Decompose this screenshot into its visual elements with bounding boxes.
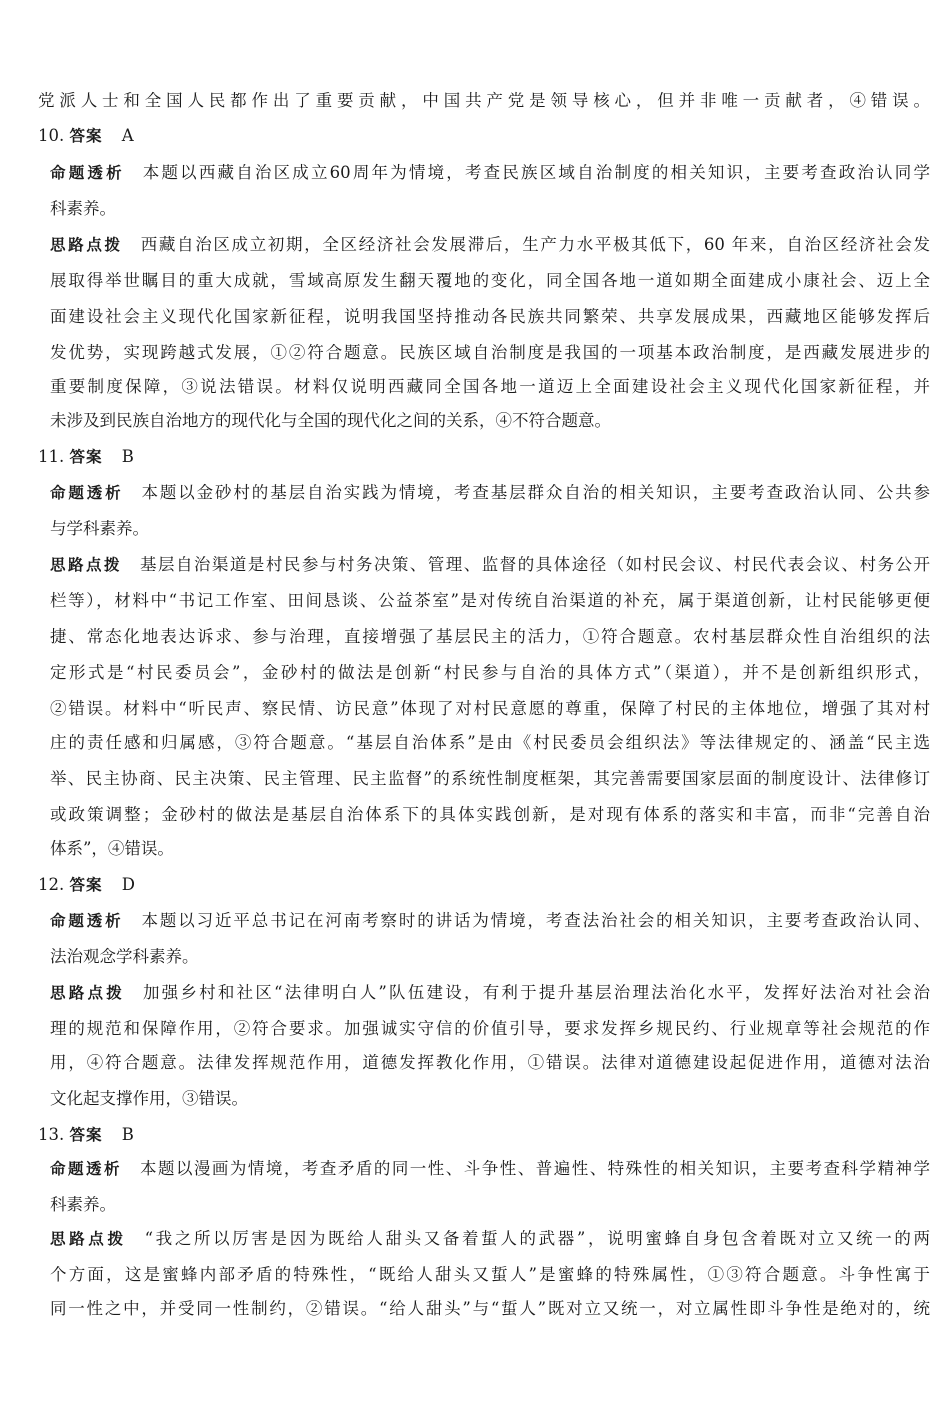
q10-analysis-text-1: 西藏自治区成立初期，全区经济社会发展滞后，生产力水平极其低下，60 年来，自治区经济社会发 [140,235,930,254]
q10-intro-text-1: 本题以西藏自治区成立60周年为情境，考查民族区域自治制度的相关知识，主要考查政治认同学 [142,163,930,182]
q13-answer-label: 答案 [69,1126,103,1144]
q11-intro-label: 命题透析 [50,484,124,502]
q11-analysis-label: 思路点拨 [50,556,122,574]
q12-analysis-label: 思路点拨 [50,984,125,1002]
q10-answer-label: 答案 [69,127,103,145]
q12-answer-value: D [121,875,135,894]
q11-analysis-line-5: ②错误。材料中“听民声、察民情、访民意”体现了对村民意愿的尊重，保障了村民的主体地位，增强了其对村 [50,699,930,718]
q10-intro-label: 命题透析 [50,164,125,182]
q10-intro-line-2: 科素养。 [50,199,116,218]
q12-analysis-line-4: 文化起支撑作用，③错误。 [50,1089,248,1108]
q11-analysis-line-3: 捷、常态化地表达诉求、参与治理，直接增强了基层民主的活力，①符合题意。农村基层群众性自治组织的法 [50,627,930,646]
q12-number: 12. [38,875,65,894]
q12-intro-line-2: 法治观念学科素养。 [50,947,199,966]
q10-intro-line-1 [50,156,930,190]
q11-analysis-line-8: 或政策调整；金砂村的做法是基层自治体系下的具体实践创新，是对现有体系的落实和丰富，而非“完善自治 [50,805,930,824]
q11-analysis-line-9: 体系”，④错误。 [50,839,174,858]
q12-intro-text-1: 本题以习近平总书记在河南考察时的讲话为情境，考查法治社会的相关知识，主要考查政治认同、 [141,911,930,930]
q11-analysis-line-2: 栏等），材料中“书记工作室、田间恳谈、公益茶室”是对传统自治渠道的补充，属于渠道创新，让村民能够更便 [50,591,930,610]
q11-answer-label: 答案 [69,448,103,466]
q10-answer-value: A [121,126,134,145]
q13-analysis-line-2: 个方面，这是蜜蜂内部矛盾的特殊性，“既给人甜头又蜇人”是蜜蜂的特殊属性，①③符合题意。斗争性寓于 [50,1265,930,1284]
q13-intro-line-1 [50,1152,930,1186]
q13-number: 13. [38,1125,65,1144]
q11-intro-line-2: 与学科素养。 [50,519,149,538]
q11-intro-line-1 [50,476,930,510]
q10-number: 10. [38,126,65,145]
q13-answer-row [38,1118,930,1152]
carryover-line: 党派人士和全国人民都作出了重要贡献，中国共产党是领导核心，但并非唯一贡献者，④错误。 [38,91,930,110]
q10-analysis-line-4: 发优势，实现跨越式发展，①②符合题意。民族区域自治制度是我国的一项基本政治制度，是西藏发展进步的 [50,343,930,362]
q11-analysis-line-1 [50,548,930,582]
q13-intro-line-2: 科素养。 [50,1195,116,1214]
q11-analysis-line-6: 庄的责任感和归属感，③符合题意。“基层自治体系”是由《村民委员会组织法》等法律规定的、涵盖“民主选 [50,733,930,752]
q13-analysis-text-1: “我之所以厉害是因为既给人甜头又备着蜇人的武器”，说明蜜蜂自身包含着既对立又统一的两 [144,1229,930,1248]
q12-analysis-line-3: 用，④符合题意。法律发挥规范作用，道德发挥教化作用，①错误。法律对道德建设起促进作用，道德对法治 [50,1053,930,1072]
q11-analysis-line-4: 定形式是“村民委员会”，金砂村的做法是创新“村民参与自治的具体方式”（渠道），并不是创新组织形式， [50,663,930,682]
q10-answer-row [38,119,930,153]
q11-answer-value: B [121,447,134,466]
q12-analysis-text-1: 加强乡村和社区“法律明白人”队伍建设，有利于提升基层治理法治化水平，发挥好法治对社会治 [142,983,930,1002]
q11-analysis-text-1: 基层自治渠道是村民参与村务决策、管理、监督的具体途径（如村民会议、村民代表会议、村务公开 [139,555,930,574]
q12-intro-label: 命题透析 [50,912,124,930]
q11-answer-row [38,440,930,474]
q13-answer-value: B [121,1125,134,1144]
q13-intro-label: 命题透析 [50,1160,122,1178]
q11-number: 11. [38,447,65,466]
q12-analysis-line-1 [50,976,930,1010]
q12-intro-line-1 [50,904,930,938]
q13-analysis-line-1 [50,1222,930,1256]
q10-analysis-line-5: 重要制度保障，③说法错误。材料仅说明西藏同全国各地一道迈上全面建设社会主义现代化国家新征程，并 [50,377,930,396]
q10-analysis-line-6: 未涉及到民族自治地方的现代化与全国的现代化之间的关系，④不符合题意。 [50,411,611,430]
q10-analysis-line-3: 面建设社会主义现代化国家新征程，说明我国坚持推动各民族共同繁荣、共享发展成果，西藏地区能够发挥后 [50,307,930,326]
q12-analysis-line-2: 理的规范和保障作用，②符合要求。加强诚实守信的价值引导，要求发挥乡规民约、行业规章等社会规范的作 [50,1019,930,1038]
q11-intro-text-1: 本题以金砂村的基层自治实践为情境，考查基层群众自治的相关知识，主要考查政治认同、公共参 [141,483,930,502]
q10-analysis-line-1 [50,228,930,262]
q11-analysis-line-7: 举、民主协商、民主决策、民主管理、民主监督”的系统性制度框架，其完善需要国家层面的制度设计、法律修订 [50,769,930,788]
q13-analysis-line-3: 同一性之中，并受同一性制约，②错误。“给人甜头”与“蜇人”既对立又统一，对立属性即斗争性是绝对的，统 [50,1299,930,1318]
q10-analysis-label: 思路点拨 [50,236,123,254]
q12-answer-label: 答案 [69,876,103,894]
q12-answer-row [38,868,930,902]
q10-analysis-line-2: 展取得举世瞩目的重大成就，雪域高原发生翻天覆地的变化，同全国各地一道如期全面建成小康社会、迈上全 [50,271,930,290]
q13-intro-text-1: 本题以漫画为情境，考查矛盾的同一性、斗争性、普遍性、特殊性的相关知识，主要考查科学精神学 [139,1159,930,1178]
q13-analysis-label: 思路点拨 [50,1230,127,1248]
